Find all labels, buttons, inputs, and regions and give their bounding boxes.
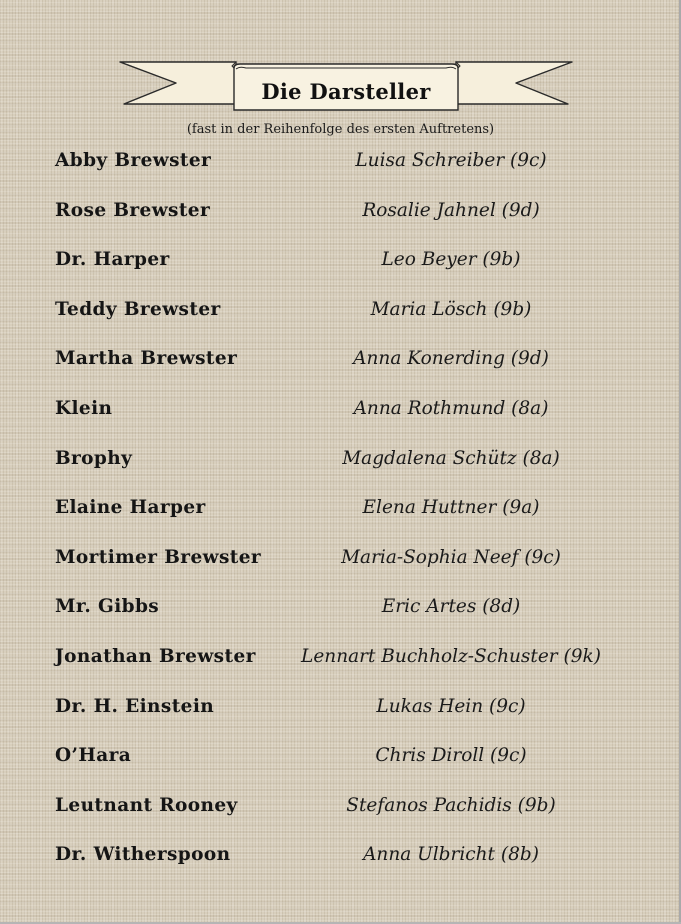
actor-name: Luisa Schreiber (9c) bbox=[355, 150, 547, 171]
cast-row bbox=[0, 495, 681, 545]
role-name: Dr. H. Einstein bbox=[55, 695, 215, 717]
cast-row bbox=[0, 396, 681, 446]
actor-name: Lukas Hein (9c) bbox=[376, 695, 526, 717]
role-name: Jonathan Brewster bbox=[55, 645, 256, 667]
cast-row bbox=[0, 842, 681, 892]
cast-row bbox=[0, 594, 681, 644]
actor-name: Maria-Sophia Neef (9c) bbox=[341, 546, 561, 568]
role-name: Brophy bbox=[55, 447, 133, 469]
role-name: Leutnant Rooney bbox=[55, 794, 238, 816]
cast-row bbox=[0, 446, 681, 496]
cast-row bbox=[0, 297, 681, 347]
cast-row bbox=[0, 198, 681, 248]
actor-name: Elena Huttner (9a) bbox=[362, 497, 540, 519]
role-name: Dr. Witherspoon bbox=[55, 844, 231, 866]
cast-row bbox=[0, 346, 681, 396]
cast-list bbox=[0, 148, 681, 892]
cast-row bbox=[0, 148, 681, 198]
role-name: Abby Brewster bbox=[55, 150, 212, 171]
actor-name: Leo Beyer (9b) bbox=[381, 249, 521, 271]
actor-name: Anna Ulbricht (8b) bbox=[363, 844, 539, 866]
page-title: Die Darsteller bbox=[261, 79, 431, 104]
role-name: Rose Brewster bbox=[55, 199, 211, 221]
role-name: Dr. Harper bbox=[55, 249, 170, 271]
actor-name: Anna Rothmund (8a) bbox=[353, 397, 549, 419]
role-name: O’Hara bbox=[55, 745, 132, 767]
role-name: Mortimer Brewster bbox=[55, 546, 262, 568]
role-name: Mr. Gibbs bbox=[55, 596, 160, 618]
actor-name: Eric Artes (8d) bbox=[381, 596, 521, 618]
actor-name: Rosalie Jahnel (9d) bbox=[362, 199, 540, 221]
role-name: Elaine Harper bbox=[55, 497, 206, 519]
actor-name: Magdalena Schütz (8a) bbox=[342, 447, 560, 469]
actor-name: Lennart Buchholz-Schuster (9k) bbox=[301, 645, 601, 667]
actor-name: Maria Lösch (9b) bbox=[370, 298, 532, 320]
cast-row bbox=[0, 694, 681, 744]
role-name: Klein bbox=[55, 397, 113, 419]
actor-name: Stefanos Pachidis (9b) bbox=[346, 794, 556, 816]
cast-row bbox=[0, 545, 681, 595]
cast-row bbox=[0, 644, 681, 694]
role-name: Martha Brewster bbox=[55, 348, 238, 370]
cast-row bbox=[0, 247, 681, 297]
role-name: Teddy Brewster bbox=[55, 298, 221, 320]
cast-row bbox=[0, 793, 681, 843]
actor-name: Chris Diroll (9c) bbox=[375, 745, 527, 767]
cast-row bbox=[0, 743, 681, 793]
page-subtitle: (fast in der Reihenfolge des ersten Auftretens) bbox=[186, 122, 495, 137]
actor-name: Anna Konerding (9d) bbox=[353, 348, 549, 370]
